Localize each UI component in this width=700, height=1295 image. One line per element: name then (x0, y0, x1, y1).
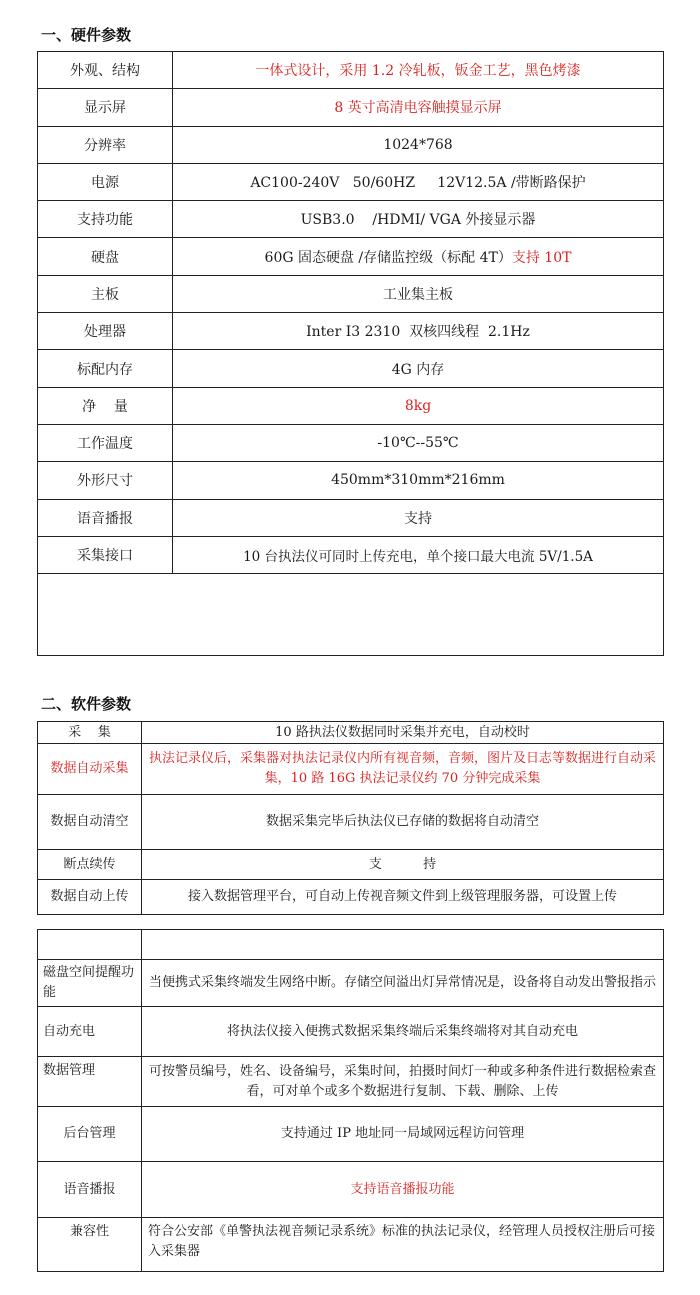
spec-label: 断点续传 (38, 850, 142, 880)
spec-value: USB3.0 /HDMI/ VGA 外接显示器 (173, 201, 664, 238)
table-row (38, 1162, 664, 1218)
table-row (38, 126, 664, 163)
spec-label: 支持功能 (38, 201, 173, 238)
table-row (38, 89, 664, 126)
table-row (38, 1057, 664, 1107)
spec-value: 10 路执法仪数据同时采集并充电，自动校时 (142, 722, 664, 744)
spec-value: 符合公安部《单警执法视音频记录系统》标准的执法记录仪，经管理人员授权注册后可接入采集器 (142, 1218, 664, 1272)
table-row (38, 387, 664, 424)
spec-value: 8 英寸高清电容触摸显示屏 (173, 89, 664, 126)
spec-value: 当便携式采集终端发生网络中断。存储空间溢出灯异常情况是，设备将自动发出警报指示 (142, 960, 664, 1007)
spec-value: 8kg (173, 387, 664, 424)
spec-label: 工作温度 (38, 424, 173, 461)
table-row (38, 163, 664, 200)
spec-label: 数据自动采集 (38, 744, 142, 795)
spec-value: 1024*768 (173, 126, 664, 163)
table-row (38, 880, 664, 915)
table-row (38, 960, 664, 1007)
spec-label: 后台管理 (38, 1107, 142, 1162)
software-section-title: 二、软件参数 (41, 695, 132, 713)
spec-value: 执法记录仪后，采集器对执法记录仪内所有视音频，音频，图片及日志等数据进行自动采集，10 路 16G 执法记录仪约 70 分钟完成采集 (142, 744, 664, 795)
table-row (38, 536, 664, 573)
spec-value: 数据采集完毕后执法仪已存储的数据将自动清空 (142, 795, 664, 850)
spec-label: 语音播报 (38, 499, 173, 536)
spec-label: 外观、结构 (38, 52, 173, 89)
spec-label: 电源 (38, 163, 173, 200)
table-row (38, 275, 664, 312)
spec-label: 标配内存 (38, 350, 173, 387)
hardware-spec-table (37, 51, 664, 656)
spec-label: 处理器 (38, 313, 173, 350)
table-row (38, 722, 664, 744)
table-row (38, 850, 664, 880)
spec-label: 外形尺寸 (38, 462, 173, 499)
spec-label (38, 930, 142, 960)
hardware-section-title: 一、硬件参数 (41, 26, 132, 44)
spec-value: 支持语音播报功能 (142, 1162, 664, 1218)
software-spec-table-b (37, 929, 664, 1272)
spec-value: 10 台执法仪可同时上传充电，单个接口最大电流 5V/1.5A (173, 536, 664, 573)
spec-value (142, 930, 664, 960)
spec-value (173, 238, 664, 275)
spec-value: AC100-240V 50/60HZ 12V12.5A /带断路保护 (173, 163, 664, 200)
spec-label: 分辨率 (38, 126, 173, 163)
table-row (38, 462, 664, 499)
table-row-empty (38, 930, 664, 960)
table-row (38, 499, 664, 536)
table-row-empty (38, 574, 664, 656)
spec-value: 支持通过 IP 地址同一局域网远程访问管理 (142, 1107, 664, 1162)
table-row (38, 1107, 664, 1162)
spec-label: 数据管理 (38, 1057, 142, 1107)
table-row (38, 350, 664, 387)
spec-label: 兼容性 (38, 1218, 142, 1272)
software-spec-table-a (37, 721, 664, 915)
spec-value: 工业集主板 (173, 275, 664, 312)
spec-label: 语音播报 (38, 1162, 142, 1218)
spec-label: 显示屏 (38, 89, 173, 126)
spec-label: 采集接口 (38, 536, 173, 573)
table-row (38, 238, 664, 275)
spec-value: 450mm*310mm*216mm (173, 462, 664, 499)
spec-label: 采 集 (38, 722, 142, 744)
table-row (38, 744, 664, 795)
table-row (38, 52, 664, 89)
spec-label: 净 量 (38, 387, 173, 424)
table-row (38, 1218, 664, 1272)
spec-value: 支持 (173, 499, 664, 536)
spec-label: 数据自动上传 (38, 880, 142, 915)
spec-value: 将执法仪接入便携式数据采集终端后采集终端将对其自动充电 (142, 1007, 664, 1057)
spec-label: 自动充电 (38, 1007, 142, 1057)
spec-value: 支 持 (142, 850, 664, 880)
empty-cell (38, 574, 664, 656)
table-row (38, 795, 664, 850)
spec-label: 磁盘空间提醒功能 (38, 960, 142, 1007)
spec-value-text: 60G 固态硬盘 /存储监控级（标配 4T） (264, 249, 512, 266)
table-row (38, 1007, 664, 1057)
spec-value: 4G 内存 (173, 350, 664, 387)
spec-label: 硬盘 (38, 238, 173, 275)
spec-value: 接入数据管理平台，可自动上传视音频文件到上级管理服务器，可设置上传 (142, 880, 664, 915)
spec-label: 数据自动清空 (38, 795, 142, 850)
table-row (38, 424, 664, 461)
table-row (38, 201, 664, 238)
spec-value: 一体式设计，采用 1.2 冷轧板，钣金工艺，黑色烤漆 (173, 52, 664, 89)
spec-value-highlight: 支持 10T (511, 249, 572, 266)
table-row (38, 313, 664, 350)
spec-value: -10℃--55℃ (173, 424, 664, 461)
spec-value: 可按警员编号，姓名、设备编号，采集时间，拍摄时间灯一种或多种条件进行数据检索查看，可对单个或多个数据进行复制、下载、删除、上传 (142, 1057, 664, 1107)
spec-label: 主板 (38, 275, 173, 312)
spec-value: Inter I3 2310 双核四线程 2.1Hz (173, 313, 664, 350)
